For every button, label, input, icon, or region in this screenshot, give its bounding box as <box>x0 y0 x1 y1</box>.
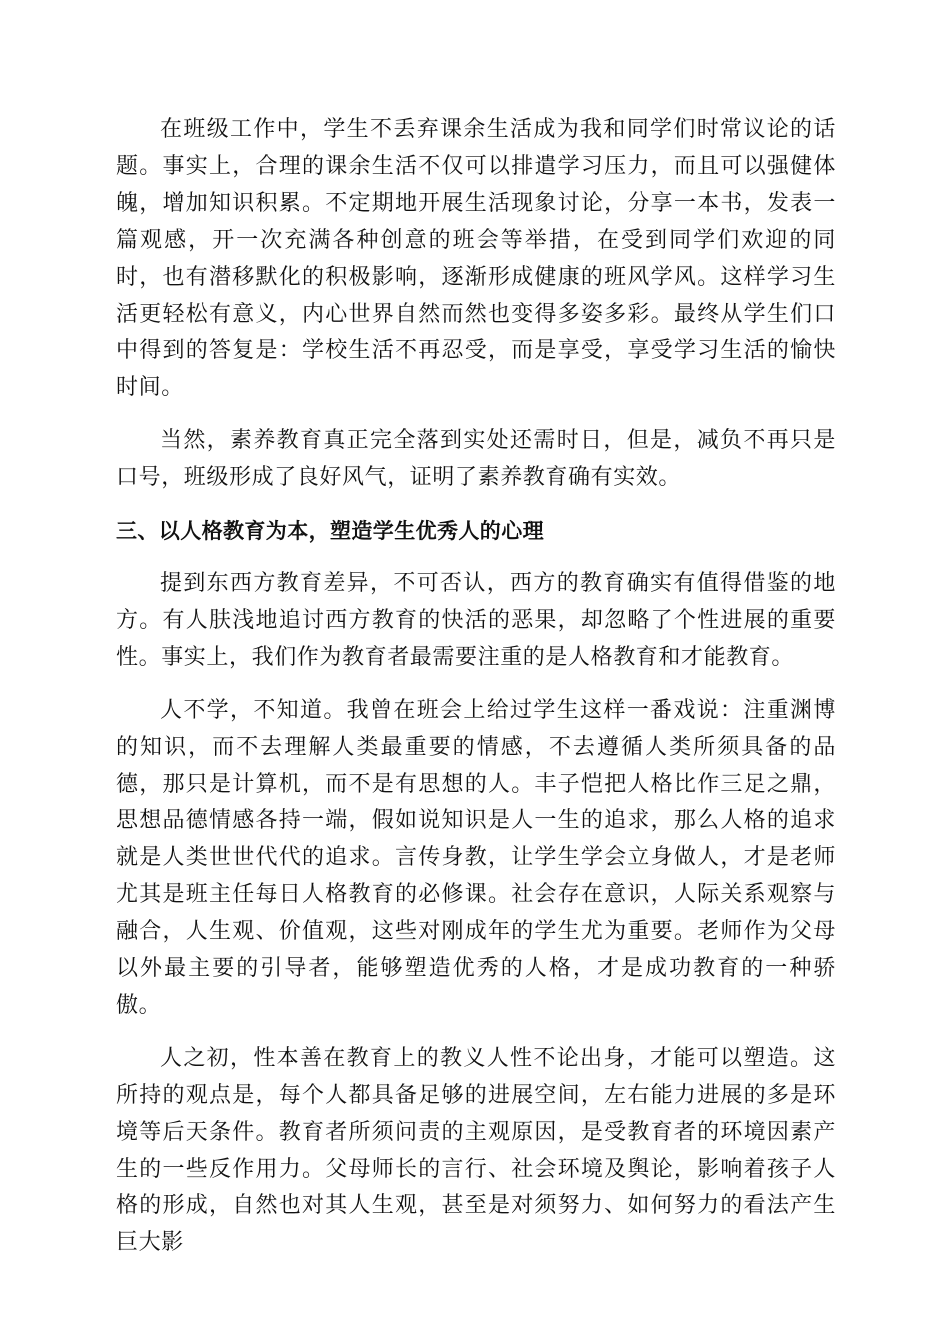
paragraph-extracurricular-life: 在班级工作中，学生不丢弃课余生活成为我和同学们时常议论的话题。事实上，合理的课余生活不仅可以排遣学习压力，而且可以强健体魄，增加知识积累。不定期地开展生活现象讨论，分享一本书，发表一篇观感，开一次充满各种创意的班会等举措，在受到同学们欢迎的同时，也有潜移默化的积极影响，逐渐形成健康的班风学风。这样学习生活更轻松有意义，内心世界自然而然也变得多姿多彩。最终从学生们口中得到的答复是：学校生活不再忍受，而是享受，享受学习生活的愉快时间。 <box>116 117 836 401</box>
document-body <box>116 112 836 1262</box>
paragraph-east-west-education: 提到东西方教育差异，不可否认，西方的教育确实有值得借鉴的地方。有人肤浅地追讨西方教育的快活的恶果，却忽略了个性进展的重要性。事实上，我们作为教育者最需要注重的是人格教育和才能教育。 <box>116 570 836 670</box>
paragraph-learning-and-personality: 人不学，不知道。我曾在班会上给过学生这样一番戏说：注重渊博的知识，而不去理解人类最重要的情感，不去遵循人类所须具备的品德，那只是计算机，而不是有思想的人。丰子恺把人格比作三足之鼎，思想品德情感各持一端，假如说知识是人一生的追求，那么人格的追求就是人类世世代代的追求。言传身教，让学生学会立身做人，才是老师尤其是班主任每日人格教育的必修课。社会存在意识，人际关系观察与融合，人生观、价值观，这些对刚成年的学生尤为重要。老师作为父母以外最主要的引导者，能够塑造优秀的人格，才是成功教育的一种骄傲。 <box>116 697 836 1018</box>
paragraph-human-nature-environment: 人之初，性本善在教育上的教义人性不论出身，才能可以塑造。这所持的观点是，每个人都具备足够的进展空间，左右能力进展的多是环境等后天条件。教育者所须问责的主观原因，是受教育者的环境因素产生的一些反作用力。父母师长的言行、社会环境及舆论，影响着孩子人格的形成，自然也对其人生观，甚至是对须努力、如何努力的看法产生巨大影 <box>116 1045 836 1256</box>
paragraph-quality-education-effect: 当然，素养教育真正完全落到实处还需时日，但是，减负不再只是口号，班级形成了良好风气，证明了素养教育确有实效。 <box>116 428 836 491</box>
section-heading-personality-education: 三、以人格教育为本，塑造学生优秀人的心理 <box>116 519 544 544</box>
